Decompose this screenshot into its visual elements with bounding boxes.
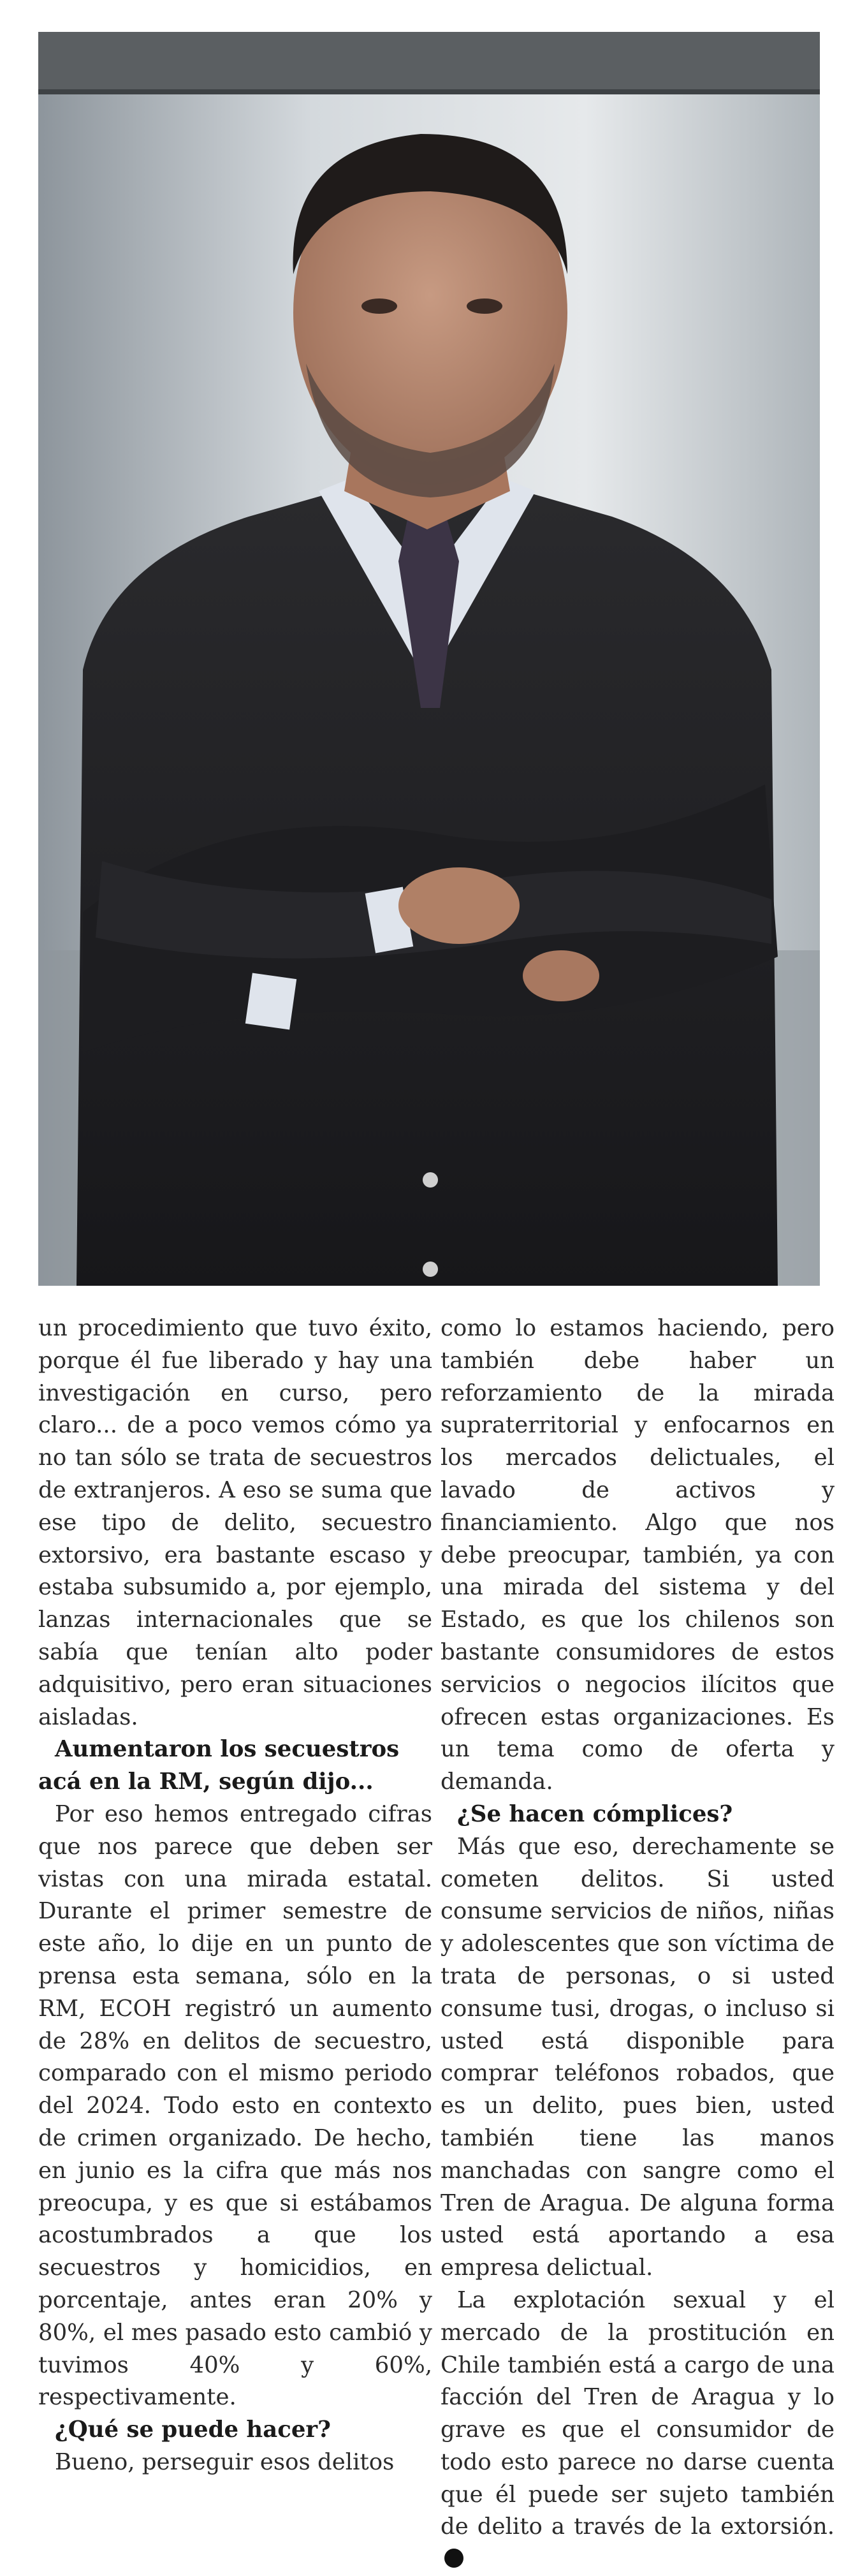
paragraph: Por eso hemos entregado cifras que nos parece que deben ser vistas con una mirada estatal. Durante el primer semestre de este año, lo dije en un punto de prensa esta semana, sólo en la RM, ECOH registró un aumento de 28% en delitos de secuestro, comparado con el mismo periodo del 2024. Todo esto en contexto de crimen organizado. De hecho, en junio es la cifra que más nos preocupa, y es que si estábamos acostumbrados a que los secuestros y homicidios, en porcentaje, antes eran 20% y 80%, el mes pasado esto cambió y tuvimos 40% y 60%, respectivamente. (38, 1800, 432, 2411)
article-column-left (38, 1313, 432, 2479)
paragraph: Más que eso, derechamente se cometen delitos. Si usted consume servicios de niños, niñas y adolescentes que son víctima de trata de personas, o si usted consume tusi, drogas, o incluso si usted está disponible para comprar teléfonos robados, que es un delito, pues bien, usted también tiene las manos manchadas con sangre como el Tren de Aragua. De alguna forma usted está aportando a esa empresa delictual. (441, 1833, 835, 2281)
interview-question: ¿Se hacen cómplices? (457, 1800, 733, 1827)
paragraph: un procedimiento que tuvo éxito, porque él fue liberado y hay una investigación en curso, pero claro... de a poco vemos cómo ya no tan sólo se trata de secuestros de extranjeros. A eso se suma que ese tipo de delito, secuestro extorsivo, era bastante escaso y estaba subsumido a, por ejemplo, lanzas internacionales que se sabía que tenían alto poder adquisitivo, pero eran situaciones aisladas. (38, 1315, 432, 1730)
article-column-right (441, 1313, 835, 2576)
paragraph-final-text: La explotación sexual y el mercado de la prostitución en Chile también está a cargo de una facción del Tren de Aragua y lo grave es que el consumidor de todo esto parece no darse cuenta que él puede ser sujeto también de delito a través de la extorsión. (441, 2286, 835, 2540)
interview-question: Aumentaron los secuestros acá en la RM, según dijo... (38, 1736, 400, 1795)
paragraph: como lo estamos haciendo, pero también debe haber un reforzamiento de la mirada supraterritorial y enfocarnos en los mercados delictuales, el lavado de activos y financiamiento. Algo que nos debe preocupar, también, ya con una mirada del sistema y del Estado, es que los chilenos son bastante consumidores de estos servicios o negocios ilícitos que ofrecen estas organizaciones. Es un tema como de oferta y demanda. (441, 1315, 835, 1795)
interview-question: ¿Qué se puede hacer? (55, 2417, 331, 2443)
portrait-illustration (38, 32, 820, 1286)
paragraph-final (441, 2285, 835, 2576)
end-mark-icon (444, 2549, 463, 2568)
paragraph: Bueno, perseguir esos delitos (55, 2448, 395, 2475)
portrait-photo (38, 32, 820, 1286)
